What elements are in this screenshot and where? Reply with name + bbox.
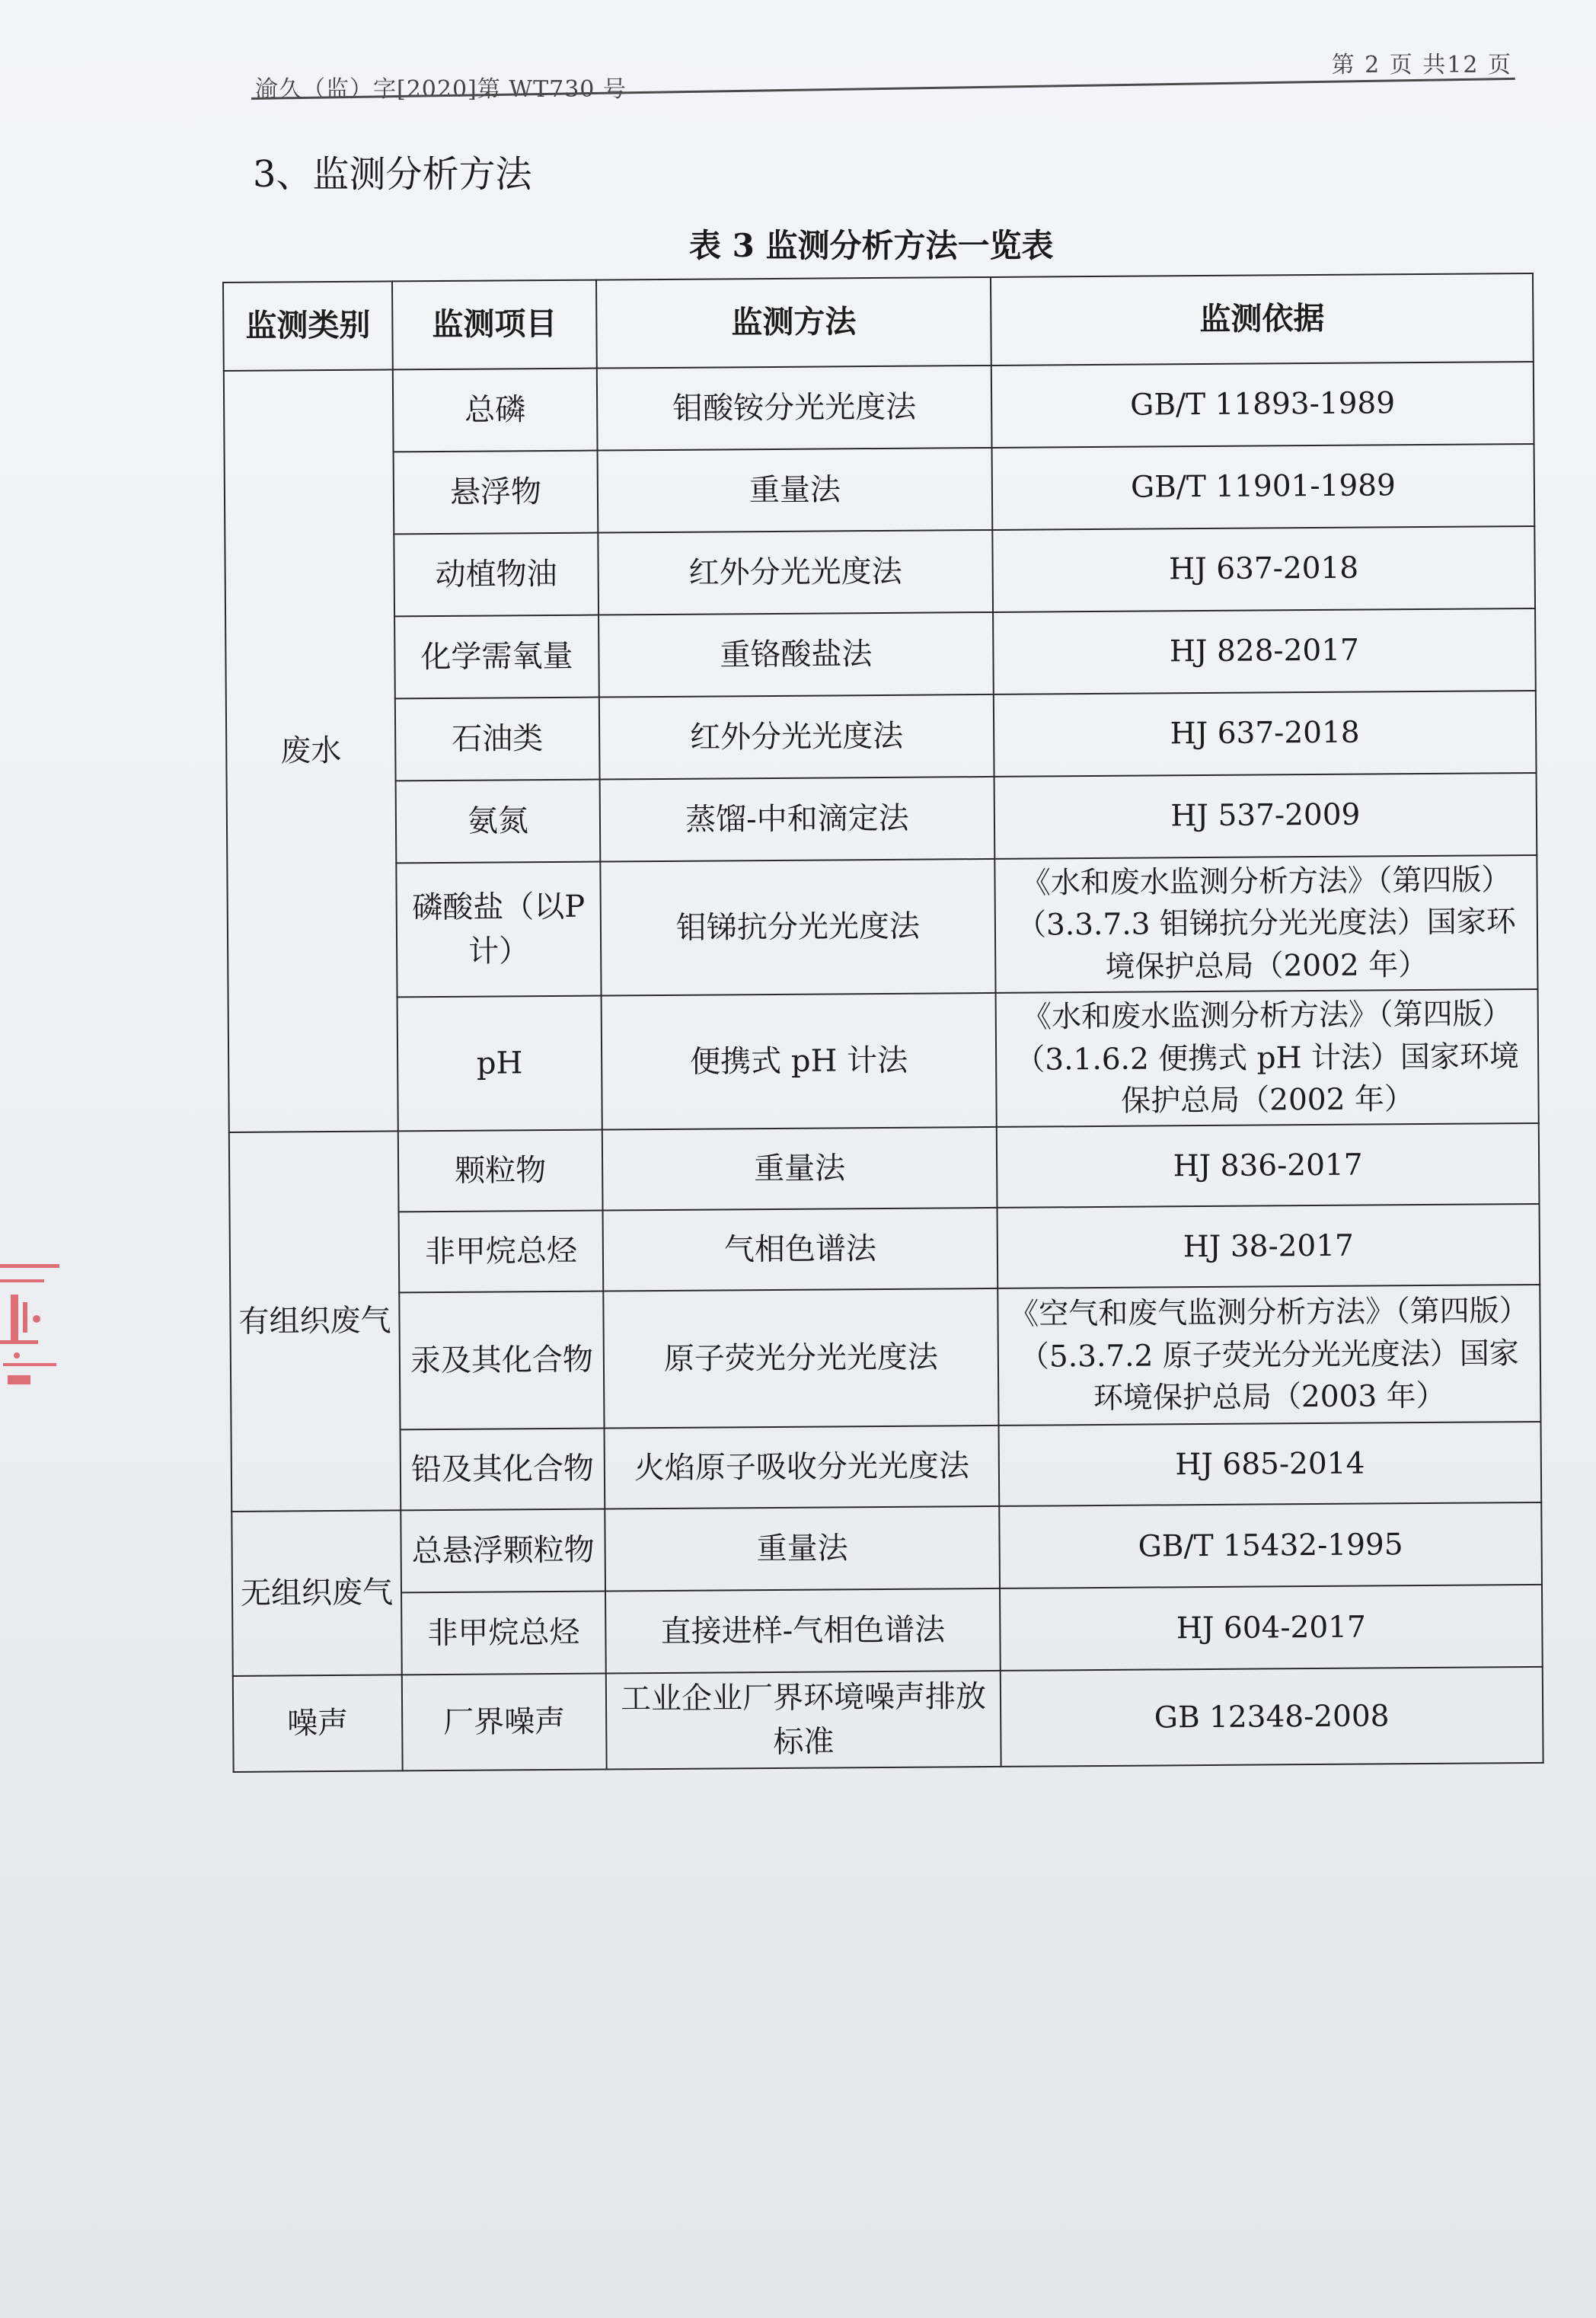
section-heading: 3、监测分析方法 xyxy=(253,153,532,196)
basis-cell: HJ 828-2017 xyxy=(993,608,1536,694)
item-cell: 悬浮物 xyxy=(394,451,598,535)
basis-cell: GB/T 15432-1995 xyxy=(999,1502,1542,1588)
header-basis: 监测依据 xyxy=(991,273,1534,366)
method-cell: 重量法 xyxy=(598,448,993,533)
basis-cell: HJ 637-2018 xyxy=(994,691,1537,777)
basis-cell: HJ 685-2014 xyxy=(999,1422,1542,1506)
basis-cell: HJ 38-2017 xyxy=(998,1204,1540,1288)
basis-cell: HJ 537-2009 xyxy=(994,773,1537,859)
method-cell: 火焰原子吸收分光光度法 xyxy=(605,1426,1000,1509)
table-row xyxy=(231,1422,1542,1512)
method-cell: 气相色谱法 xyxy=(603,1208,998,1292)
item-cell: 汞及其化合物 xyxy=(399,1292,604,1430)
item-cell: 非甲烷总烃 xyxy=(401,1592,606,1675)
item-cell: 铅及其化合物 xyxy=(401,1429,605,1511)
item-cell: pH xyxy=(397,996,602,1132)
method-cell: 重铬酸盐法 xyxy=(598,612,994,698)
methods-table xyxy=(222,273,1544,1773)
method-cell: 直接进样-气相色谱法 xyxy=(605,1588,1001,1674)
method-cell: 钼酸铵分光光度法 xyxy=(597,366,992,451)
table-row xyxy=(230,1285,1540,1431)
method-cell: 原子荧光分光光度法 xyxy=(603,1288,998,1429)
document-number: 渝久（监）字[2020]第 WT730 号 xyxy=(255,76,627,103)
methods-table-container xyxy=(222,273,1543,1773)
header-item: 监测项目 xyxy=(392,280,597,370)
table-row xyxy=(233,1667,1543,1772)
red-seal-stamp-fragment xyxy=(0,1249,64,1401)
item-cell: 总悬浮颗粒物 xyxy=(401,1509,605,1593)
table-row xyxy=(225,526,1535,618)
table-row xyxy=(232,1585,1543,1676)
basis-cell: HJ 836-2017 xyxy=(997,1123,1540,1208)
method-cell: 蒸馏-中和滴定法 xyxy=(600,777,995,862)
method-cell: 钼锑抗分光光度法 xyxy=(600,859,995,996)
method-cell: 工业企业厂界环境噪声排放标准 xyxy=(606,1671,1001,1770)
item-cell: 石油类 xyxy=(395,698,600,781)
table-row xyxy=(224,362,1534,453)
method-cell: 便携式 pH 计法 xyxy=(602,993,997,1130)
category-cell: 无组织废气 xyxy=(231,1511,402,1677)
basis-cell: 《空气和废气监测分析方法》（第四版）（5.3.7.2 原子荧光分光光度法）国家环境保护总局（2003 年） xyxy=(998,1285,1540,1426)
category-cell: 噪声 xyxy=(233,1675,403,1773)
page-count: 第 2 页 共12 页 xyxy=(1331,52,1512,78)
method-cell: 重量法 xyxy=(605,1506,1000,1592)
item-cell: 氨氮 xyxy=(396,780,601,864)
table-header-row xyxy=(223,273,1534,371)
table-row xyxy=(227,773,1537,864)
item-cell: 总磷 xyxy=(393,369,598,452)
table-row xyxy=(226,691,1537,782)
category-cell: 有组织废气 xyxy=(229,1132,401,1512)
table-row xyxy=(231,1502,1542,1594)
table-caption: 表 3 监测分析方法一览表 xyxy=(689,227,1054,264)
basis-cell: GB/T 11893-1989 xyxy=(991,362,1534,448)
table-row xyxy=(225,444,1535,535)
basis-cell: HJ 637-2018 xyxy=(992,526,1535,612)
table-row xyxy=(229,1123,1540,1213)
table-row xyxy=(230,1204,1540,1294)
table-row xyxy=(228,989,1539,1132)
item-cell: 动植物油 xyxy=(394,533,598,617)
table-row xyxy=(225,608,1536,700)
method-cell: 红外分光光度法 xyxy=(599,694,994,780)
basis-cell: HJ 604-2017 xyxy=(1000,1585,1543,1671)
method-cell: 红外分光光度法 xyxy=(598,530,993,615)
item-cell: 化学需氧量 xyxy=(394,615,599,699)
table-row xyxy=(227,855,1537,998)
header-method: 监测方法 xyxy=(596,277,991,369)
item-cell: 非甲烷总烃 xyxy=(399,1211,604,1293)
item-cell: 磷酸盐（以P 计） xyxy=(396,862,601,998)
item-cell: 颗粒物 xyxy=(398,1130,603,1212)
item-cell: 厂界噪声 xyxy=(402,1674,607,1771)
basis-cell: 《水和废水监测分析方法》（第四版）（3.3.7.3 钼锑抗分光光度法）国家环境保护总局（2002 年） xyxy=(994,855,1537,993)
basis-cell: 《水和废水监测分析方法》（第四版）（3.1.6.2 便携式 pH 计法）国家环境保护总局（2002 年） xyxy=(996,989,1539,1127)
method-cell: 重量法 xyxy=(602,1127,998,1211)
basis-cell: GB 12348-2008 xyxy=(1001,1667,1543,1767)
header-category: 监测类别 xyxy=(223,281,393,371)
basis-cell: GB/T 11901-1989 xyxy=(992,444,1535,530)
category-cell: 废水 xyxy=(224,369,398,1132)
